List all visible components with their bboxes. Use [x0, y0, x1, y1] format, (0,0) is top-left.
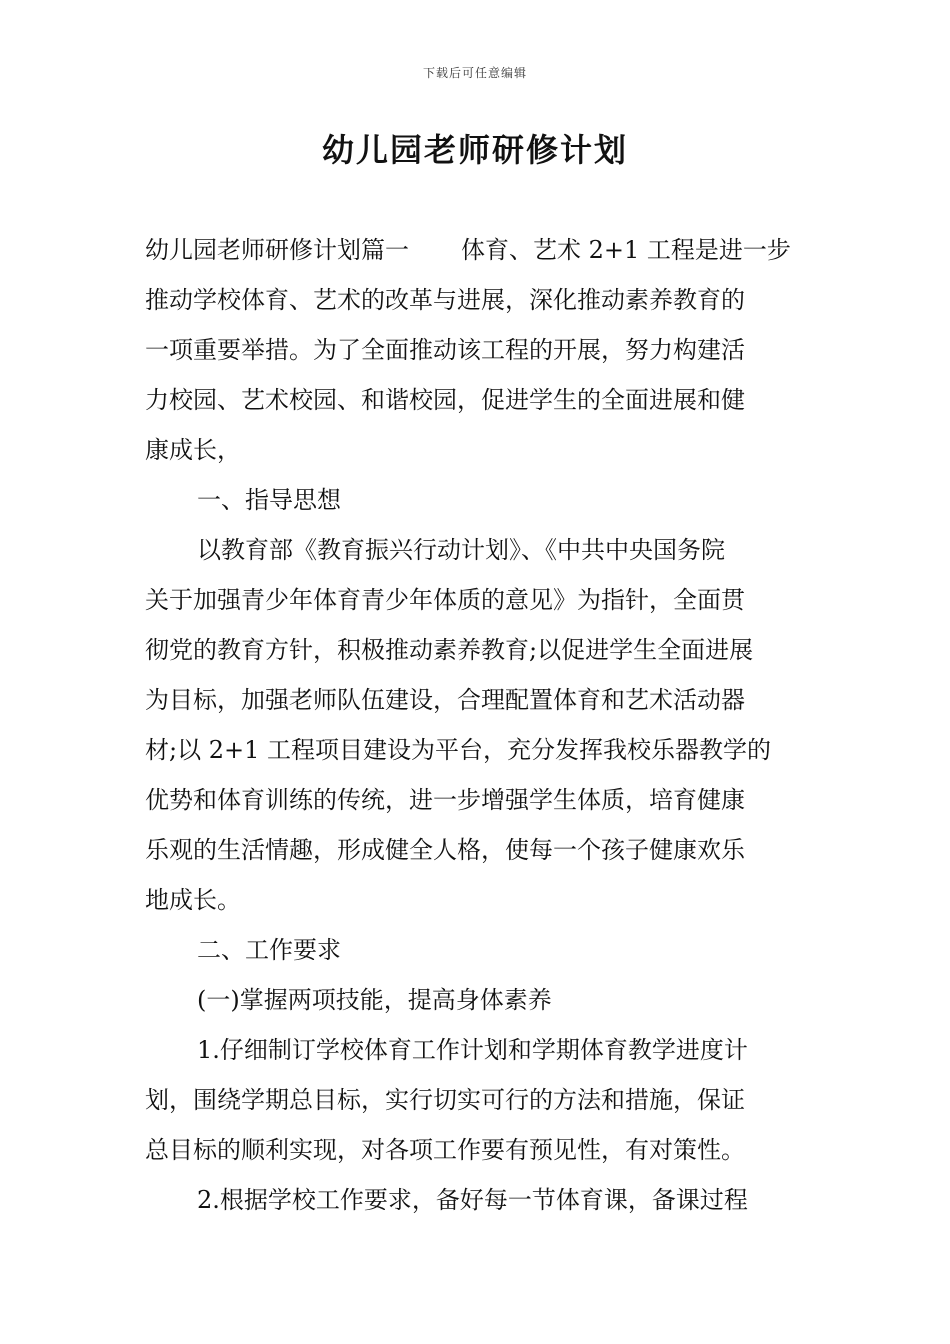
- intro-label: 幼儿园老师研修计划篇一: [145, 236, 409, 264]
- intro-line-2: 推动学校体育、艺术的改革与进展，深化推动素养教育的: [145, 286, 745, 314]
- section1-line-4: 为目标，加强老师队伍建设，合理配置体育和艺术活动器: [145, 686, 745, 714]
- section1-line-5: 材;以 2+1 工程项目建设为平台，充分发挥我校乐器教学的: [145, 736, 771, 764]
- section2-heading: 二、工作要求: [197, 936, 341, 964]
- intro-first-line: [145, 225, 807, 275]
- section1-line-1: 以教育部《教育振兴行动计划》、《中共中央国务院: [197, 536, 725, 564]
- section1-line-6: 优势和体育训练的传统，进一步增强学生体质，培育健康: [145, 786, 745, 814]
- section1-line-7: 乐观的生活情趣，形成健全人格，使每一个孩子健康欢乐: [145, 836, 745, 864]
- intro-line-1: 体育、艺术 2+1 工程是进一步: [461, 236, 791, 264]
- intro-line-4: 力校园、艺术校园、和谐校园，促进学生的全面进展和健: [145, 386, 745, 414]
- page-header-note: 下载后可任意编辑: [422, 66, 527, 80]
- intro-line-5: 康成长，: [145, 436, 241, 464]
- item1-line-1: 1.仔细制订学校体育工作计划和学期体育教学进度计: [197, 1036, 748, 1064]
- document-body: [145, 225, 807, 1225]
- section1-line-8: 地成长。: [145, 886, 241, 914]
- section1-line-3: 彻党的教育方针，积极推动素养教育;以促进学生全面进展: [145, 636, 754, 664]
- item2-line-1: 2.根据学校工作要求，备好每一节体育课，备课过程: [197, 1186, 748, 1214]
- section1-line-2: 关于加强青少年体育青少年体质的意见》为指针，全面贯: [145, 586, 745, 614]
- document-title: 幼儿园老师研修计划: [321, 131, 628, 169]
- section1-heading: 一、指导思想: [197, 486, 341, 514]
- section2-subheading: (一)掌握两项技能，提高身体素养: [197, 986, 552, 1014]
- item1-line-2: 划，围绕学期总目标，实行切实可行的方法和措施，保证: [145, 1086, 745, 1114]
- item1-line-3: 总目标的顺利实现，对各项工作要有预见性，有对策性。: [145, 1136, 745, 1164]
- intro-line-3: 一项重要举措。为了全面推动该工程的开展，努力构建活: [145, 336, 745, 364]
